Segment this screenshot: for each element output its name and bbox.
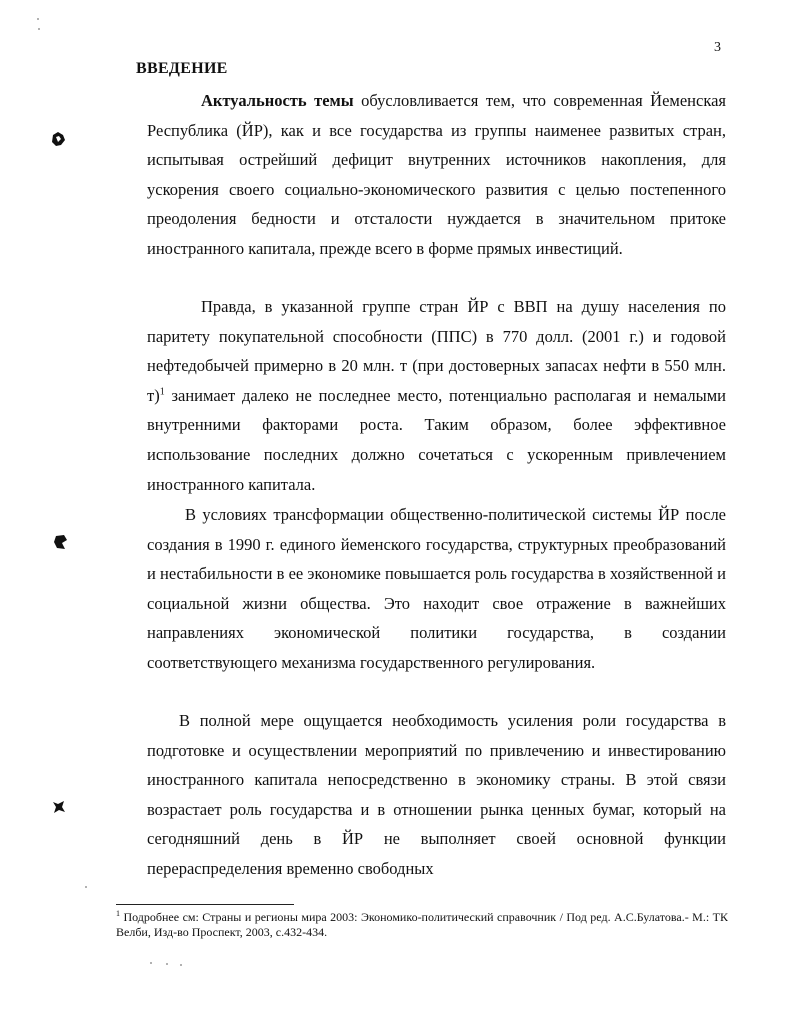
- scan-speck: [150, 962, 152, 964]
- paragraph-relevance: [147, 86, 726, 264]
- paragraph-text: занимает далеко не последнее место, потенциально располагая и немалыми внутренними факторами роста. Таким образом, более эффективное использование последних должно сочетаться с ускоренным привлечением иностранного капитала.: [147, 385, 726, 494]
- footnote: [116, 910, 728, 940]
- scan-speck: [180, 964, 182, 966]
- scan-blot-icon: [52, 534, 68, 550]
- footnote-mark: 1: [116, 909, 120, 918]
- scan-blot-icon: [50, 131, 66, 147]
- scan-speck: [166, 963, 168, 965]
- footnote-text: Подробнее см: Страны и регионы мира 2003: Экономико-политический справочник / Под ред. А.С.Булатова.- М.: ТК Велби, Изд-во Проспект, 2003, с.432-434.: [116, 910, 728, 939]
- page-number: 3: [714, 40, 721, 55]
- footnote-divider: [116, 904, 294, 905]
- paragraph-state-role: [147, 706, 726, 884]
- paragraph-transformation: [147, 500, 726, 678]
- paragraph-text: В полной мере ощущается необходимость усиления роли государства в подготовке и осуществлении мероприятий по привлечению и инвестированию иностранного капитала непосредственно в экономику страны. В этой связи возрастает роль государства и в отношении рынка ценных бумаг, который на сегодняшний день в ЙР не выполняет своей основной функции перераспределения временно свободных: [147, 711, 726, 878]
- scan-blot-icon: [51, 799, 67, 815]
- section-heading: ВВЕДЕНИЕ: [136, 60, 228, 77]
- paragraph-text: Правда, в указанной группе стран ЙР с ВВП на душу населения по паритету покупательной способности (ППС) в 770 долл. (2001 г.) и годовой нефтедобычей примерно в 20 млн. т (при достоверных запасах нефти в 550 млн. т): [147, 297, 726, 405]
- paragraph-lead: Актуальность темы: [201, 91, 354, 110]
- footnote-reference[interactable]: 1: [159, 386, 165, 398]
- paragraph-text: обусловливается тем, что современная Йеменская Республика (ЙР), как и все государства из группы наименее развитых стран, испытывая острейший дефицит внутренних источников накопления, для ускорения своего социально-экономического развития с целью постепенного преодоления бедности и отсталости нуждается в значительном притоке иностранного капитала, прежде всего в форме прямых инвестиций.: [147, 91, 726, 258]
- scan-speck: [85, 886, 87, 888]
- scan-speck: [38, 28, 40, 30]
- paragraph-text: В условиях трансформации общественно-политической системы ЙР после создания в 1990 г. единого йеменского государства, структурных преобразований и нестабильности в ее экономике повышается роль государства в хозяйственной и социальной жизни общества. Это находит свое отражение в важнейших направлениях экономической политики государства, в создании соответствующего механизма государственного регулирования.: [147, 505, 726, 672]
- scan-speck: [37, 18, 39, 20]
- paragraph-gdp: [147, 292, 726, 499]
